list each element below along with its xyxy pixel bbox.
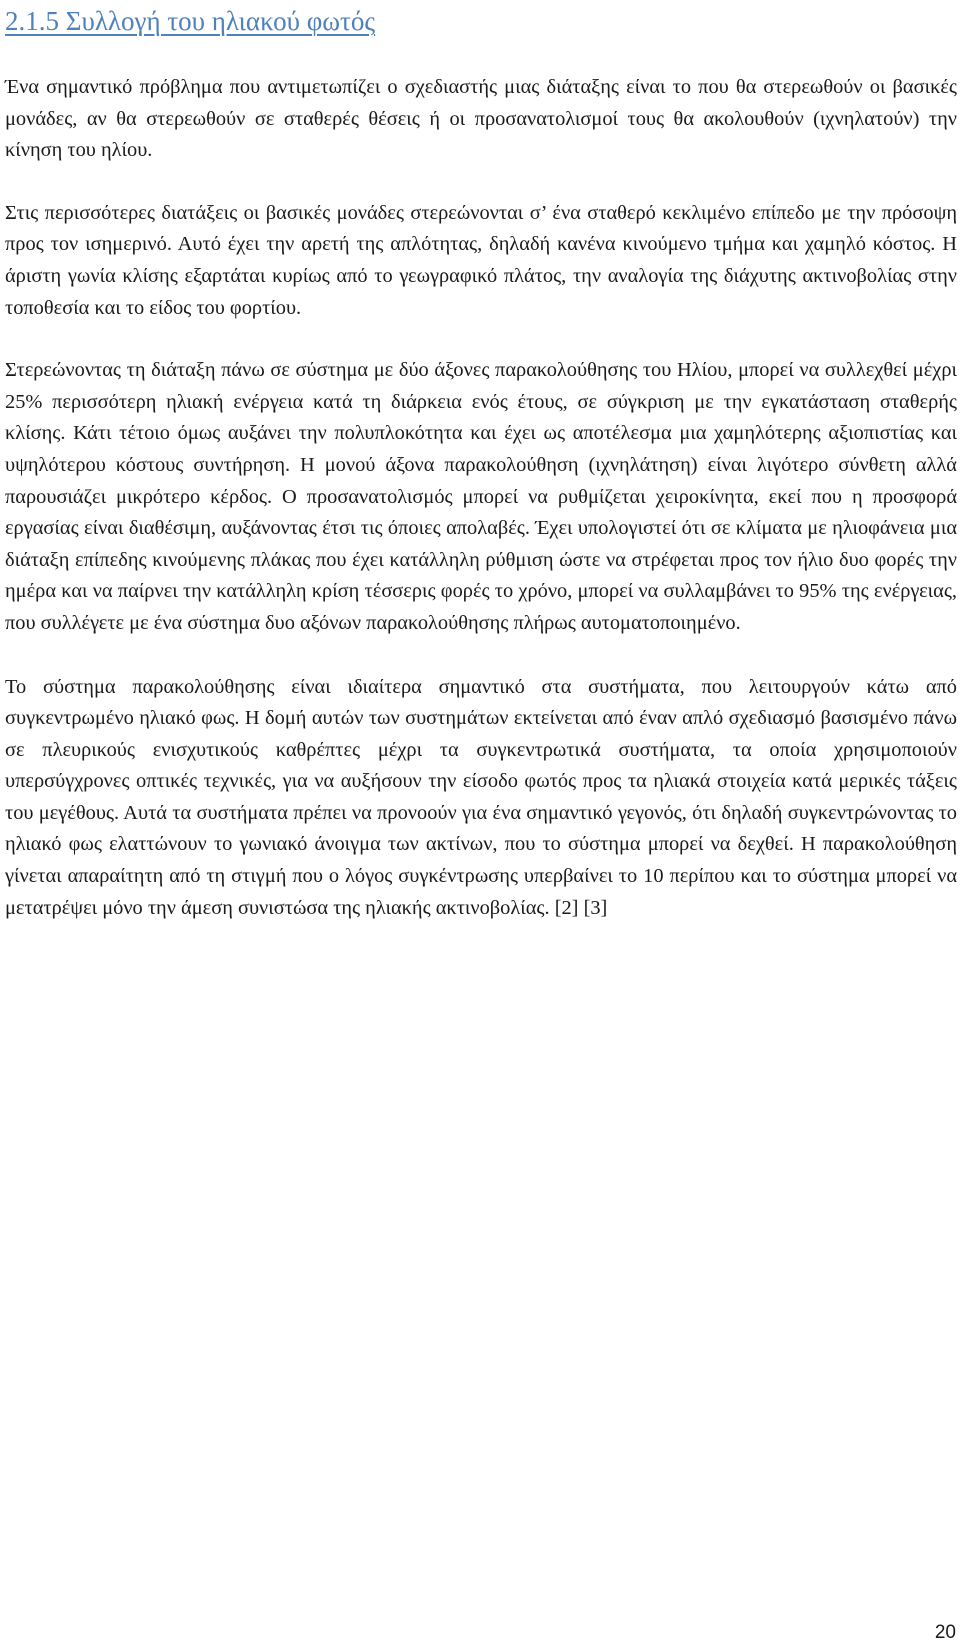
document-page	[5, 0, 957, 924]
paragraph-2: Στις περισσότερες διατάξεις οι βασικές μονάδες στερεώνονται σ’ ένα σταθερό κεκλιμένο επίπεδο με την πρόσοψη προς τον ισημερινό. Αυτό έχει την αρετή της απλότητας, δηλαδή κανένα κινούμενο τμήμα και χαμηλό κόστος. Η άριστη γωνία κλίσης εξαρτάται κυρίως από το γεωγραφικό πλάτος, την αναλογία της διάχυτης ακτινοβολίας στην τοποθεσία και το είδος του φορτίου.	[5, 201, 957, 319]
page-number: 20	[934, 1622, 956, 1643]
paragraph-4: Το σύστημα παρακολούθησης είναι ιδιαίτερα σημαντικό στα συστήματα, που λειτουργούν κάτω από συγκεντρωμένο ηλιακό φως. Η δομή αυτών των συστημάτων εκτείνεται από έναν απλό σχεδιασμό βασισμένο πάνω σε πλευρικούς ενισχυτικούς καθρέπτες μέχρι τα συγκεντρωτικά συστήματα, τα οποία χρησιμοποιούν υπερσύγχρονες οπτικές τεχνικές, για να αυξήσουν την είσοδο φωτός προς τα ηλιακά στοιχεία κατά μερικές τάξεις του μεγέθους. Αυτά τα συστήματα πρέπει να προνοούν για ένα σημαντικό γεγονός, ότι δηλαδή συγκεντρώνοντας το ηλιακό φως ελαττώνουν το γωνιακό άνοιγμα των ακτίνων, που το σύστημα μπορεί να δεχθεί. Η παρακολούθηση γίνεται απαραίτητη από τη στιγμή που ο λόγος συγκέντρωσης υπερβαίνει το 10 περίπου και το σύστημα μπορεί να μετατρέψει μόνο την άμεση συνιστώσα της ηλιακής ακτινοβολίας. [2] [3]	[5, 675, 957, 919]
paragraph-3: Στερεώνοντας τη διάταξη πάνω σε σύστημα με δύο άξονες παρακολούθησης του Ηλίου, μπορεί να συλλεχθεί μέχρι 25% περισσότερη ηλιακή ενέργεια κατά τη διάρκεια ενός έτους, σε σύγκριση με την εγκατάσταση σταθερής κλίσης. Κάτι τέτοιο όμως αυξάνει την πολυπλοκότητα και έχει ως αποτέλεσμα μια χαμηλότερης αξιοπιστίας και υψηλότερου κόστους συντήρηση. Η μονού άξονα παρακολούθηση (ιχνηλάτηση) είναι λιγότερο σύνθετη αλλά παρουσιάζει μικρότερο κέρδος. Ο προσανατολισμός μπορεί να ρυθμίζεται χειροκίνητα, εκεί που η προσφορά εργασίας είναι διαθέσιμη, αυξάνοντας έτσι τις όποιες απολαβές. Έχει υπολογιστεί ότι σε κλίματα με ηλιοφάνεια μια διάταξη επίπεδης κινούμενης πλάκας που έχει κατάλληλη ρύθμιση ώστε να στρέφεται προς τον ήλιο δυο φορές την ημέρα και να παίρνει την κατάλληλη κρίση τέσσερις φορές το χρόνο, μπορεί να συλλαμβάνει το 95% της ενέργειας, που συλλέγετε με ένα σύστημα δυο αξόνων παρακολούθησης πλήρως αυτοματοποιημένο.	[5, 359, 957, 634]
section-heading: 2.1.5 Συλλογή του ηλιακού φωτός	[5, 6, 376, 36]
paragraph-1: Ένα σημαντικό πρόβλημα που αντιμετωπίζει ο σχεδιαστής μιας διάταξης είναι το που θα στερεωθούν οι βασικές μονάδες, αν θα στερεωθούν σε σταθερές θέσεις ή οι προσανατολισμοί τους θα ακολουθούν (ιχνηλατούν) την κίνηση του ηλίου.	[5, 76, 957, 162]
